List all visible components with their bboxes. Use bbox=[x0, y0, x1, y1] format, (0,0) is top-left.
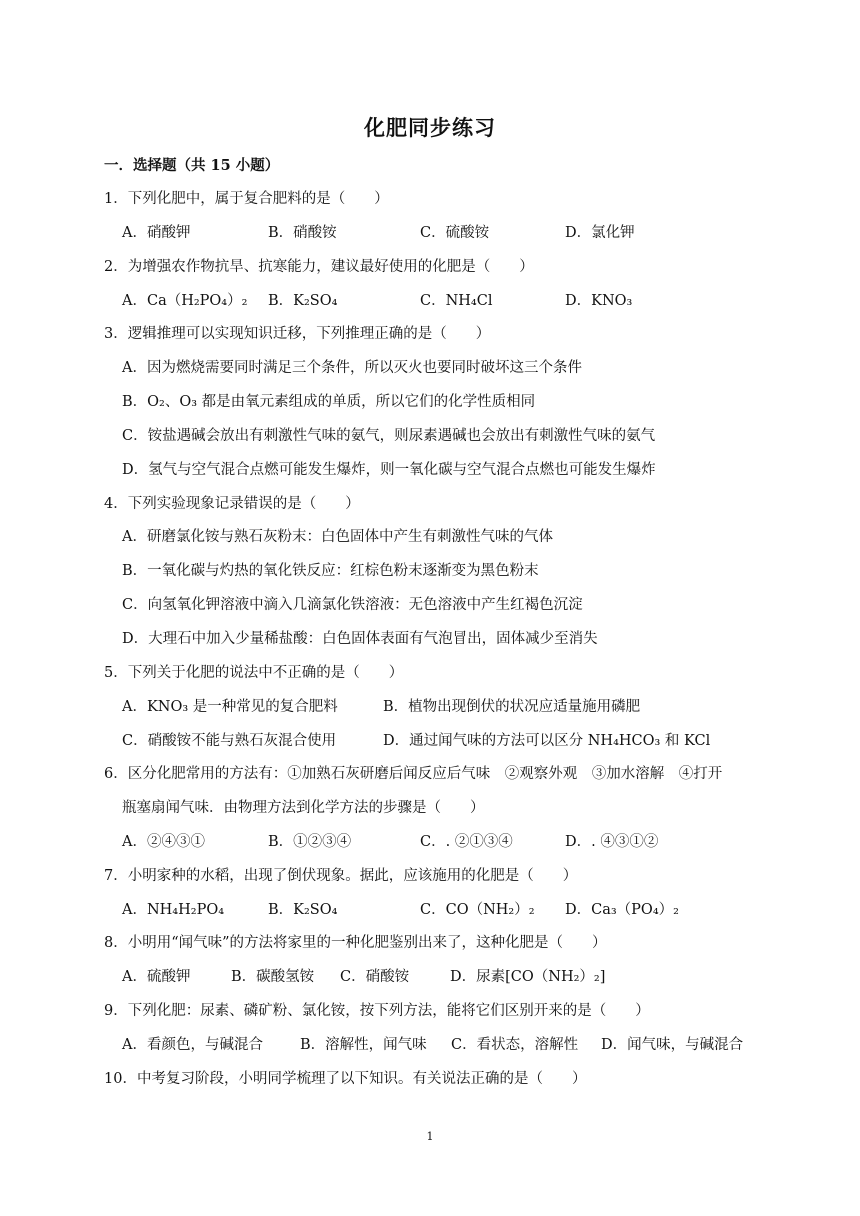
section-heading: 一．选择题（共 15 小题） bbox=[104, 157, 280, 174]
question-3-option-c: C．铵盐遇碱会放出有刺激性气味的氨气，则尿素遇碱也会放出有刺激性气味的氨气 bbox=[122, 428, 656, 444]
question-3-option-d: D．氢气与空气混合点燃可能发生爆炸，则一氧化碳与空气混合点燃也可能发生爆炸 bbox=[122, 462, 656, 478]
question-5-stem: 5．下列关于化肥的说法中不正确的是（ ） bbox=[104, 665, 404, 681]
question-8-option-c: C．硝酸铵 bbox=[340, 969, 410, 985]
question-7-option-a: A．NH₄H₂PO₄ bbox=[122, 902, 225, 918]
question-6-option-d: D．. ④③①② bbox=[565, 834, 659, 850]
question-9-option-d: D．闻气味，与碱混合 bbox=[601, 1037, 744, 1053]
question-2-option-b: B．K₂SO₄ bbox=[268, 293, 338, 309]
question-1-option-d: D．氯化钾 bbox=[565, 225, 635, 241]
question-6-option-b: B．①②③④ bbox=[268, 834, 352, 850]
page-number: 1 bbox=[426, 1130, 434, 1143]
question-4-option-b: B．一氧化碳与灼热的氧化铁反应：红棕色粉末逐渐变为黑色粉末 bbox=[122, 563, 539, 579]
question-8-stem: 8．小明用“闻气味”的方法将家里的一种化肥鉴别出来了，这种化肥是（ ） bbox=[104, 935, 607, 951]
question-4-stem: 4．下列实验现象记录错误的是（ ） bbox=[104, 496, 360, 512]
question-2-stem: 2．为增强农作物抗旱、抗寒能力，建议最好使用的化肥是（ ） bbox=[104, 259, 534, 275]
question-5-option-b: B．植物出现倒伏的状况应适量施用磷肥 bbox=[383, 699, 641, 715]
question-2-option-c: C．NH₄Cl bbox=[420, 293, 493, 309]
question-1-option-a: A．硝酸钾 bbox=[122, 225, 191, 241]
question-9-option-a: A．看颜色，与碱混合 bbox=[122, 1037, 263, 1053]
question-6-option-c: C．. ②①③④ bbox=[420, 834, 513, 850]
question-5-option-d: D．通过闻气味的方法可以区分 NH₄HCO₃ 和 KCl bbox=[383, 733, 711, 749]
question-9-option-b: B．溶解性，闻气味 bbox=[300, 1037, 427, 1053]
question-8-option-a: A．硫酸钾 bbox=[122, 969, 191, 985]
page-title: 化肥同步练习 bbox=[364, 115, 496, 140]
question-6-stem-continued: 瓶塞扇闻气味．由物理方法到化学方法的步骤是（ ） bbox=[122, 800, 485, 816]
question-8-option-d: D．尿素[CO（NH₂）₂] bbox=[450, 969, 606, 985]
question-4-option-d: D．大理石中加入少量稀盐酸：白色固体表面有气泡冒出，固体减少至消失 bbox=[122, 631, 598, 647]
question-3-option-a: A．因为燃烧需要同时满足三个条件，所以灭火也要同时破坏这三个条件 bbox=[122, 360, 582, 376]
question-6-option-a: A．②④③① bbox=[122, 834, 205, 850]
question-2-option-d: D．KNO₃ bbox=[565, 293, 633, 309]
question-7-option-d: D．Ca₃（PO₄）₂ bbox=[565, 902, 679, 918]
question-7-stem: 7．小明家种的水稻，出现了倒伏现象。据此，应该施用的化肥是（ ） bbox=[104, 868, 578, 884]
question-5-option-c: C．硝酸铵不能与熟石灰混合使用 bbox=[122, 733, 337, 749]
question-1-option-c: C．硫酸铵 bbox=[420, 225, 490, 241]
question-6-stem: 6．区分化肥常用的方法有：①加熟石灰研磨后闻反应后气味 ②观察外观 ③加水溶解 ④打开 bbox=[104, 766, 723, 782]
question-4-option-c: C．向氢氧化钾溶液中滴入几滴氯化铁溶液：无色溶液中产生红褐色沉淀 bbox=[122, 597, 583, 613]
question-4-option-a: A．研磨氯化铵与熟石灰粉末：白色固体中产生有刺激性气味的气体 bbox=[122, 529, 553, 545]
question-1-option-b: B．硝酸铵 bbox=[268, 225, 337, 241]
question-3-option-b: B．O₂、O₃ 都是由氧元素组成的单质，所以它们的化学性质相同 bbox=[122, 394, 536, 410]
question-7-option-b: B．K₂SO₄ bbox=[268, 902, 338, 918]
question-1-stem: 1．下列化肥中，属于复合肥料的是（ ） bbox=[104, 191, 389, 207]
question-7-option-c: C．CO（NH₂）₂ bbox=[420, 902, 535, 918]
question-3-stem: 3．逻辑推理可以实现知识迁移，下列推理正确的是（ ） bbox=[104, 326, 491, 342]
question-2-option-a: A．Ca（H₂PO₄）₂ bbox=[122, 293, 248, 309]
question-10-stem: 10．中考复习阶段，小明同学梳理了以下知识。有关说法正确的是（ ） bbox=[104, 1071, 587, 1087]
question-9-option-c: C．看状态，溶解性 bbox=[451, 1037, 579, 1053]
question-9-stem: 9．下列化肥：尿素、磷矿粉、氯化铵，按下列方法，能将它们区别开来的是（ ） bbox=[104, 1003, 650, 1019]
question-5-option-a: A．KNO₃ 是一种常见的复合肥料 bbox=[122, 699, 338, 715]
question-8-option-b: B．碳酸氢铵 bbox=[231, 969, 315, 985]
